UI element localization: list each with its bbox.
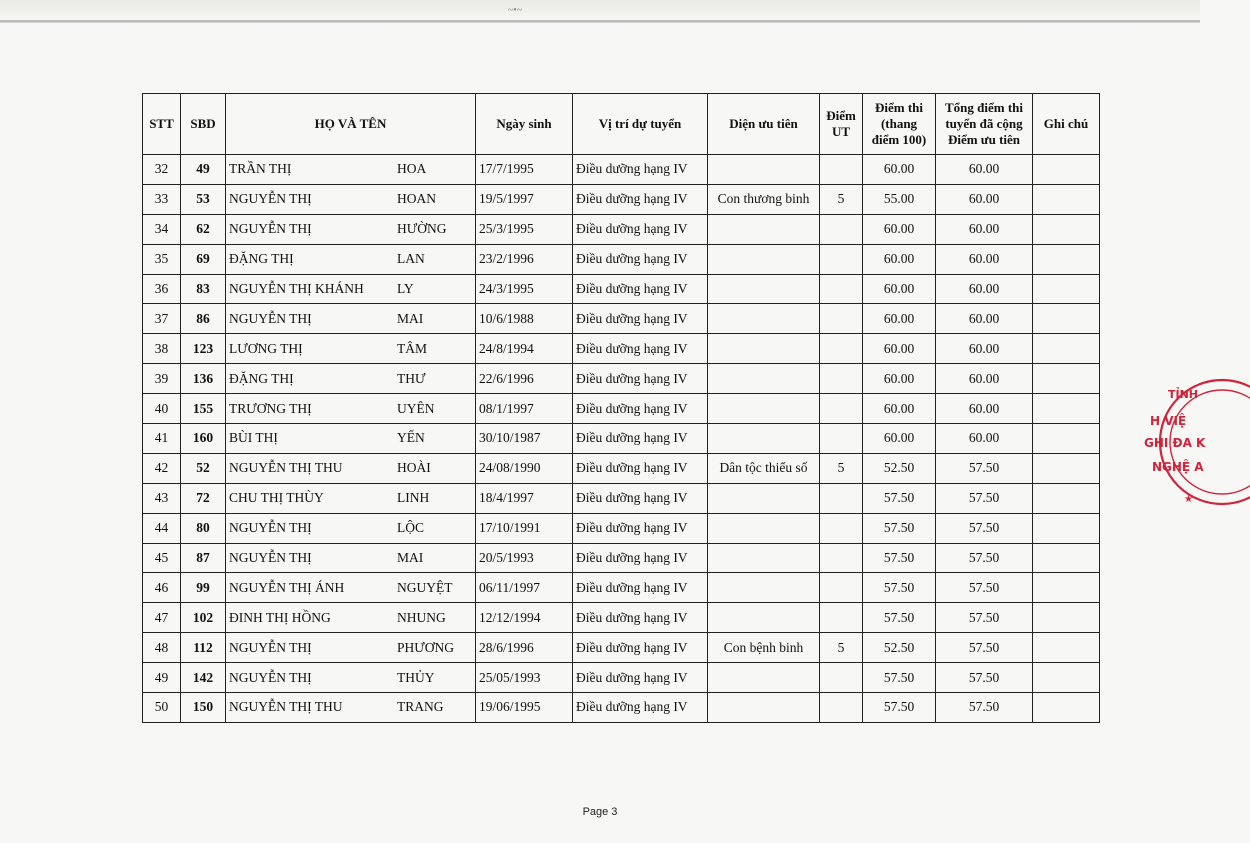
cell-given-name: NGUYỆT [397, 579, 453, 595]
cell-sbd: 86 [181, 304, 226, 334]
cell-stt: 40 [143, 394, 181, 424]
cell-ut [820, 513, 863, 543]
cell-surname: NGUYỄN THỊ [229, 310, 312, 326]
cell-total: 60.00 [936, 155, 1033, 185]
cell-name [226, 244, 476, 274]
cell-total: 60.00 [936, 364, 1033, 394]
header-position: Vị trí dự tuyển [573, 94, 708, 155]
cell-ut: 5 [820, 184, 863, 214]
scan-top-line [0, 20, 1200, 22]
cell-position: Điều dưỡng hạng IV [573, 364, 708, 394]
cell-score: 57.50 [863, 513, 936, 543]
cell-ut [820, 364, 863, 394]
cell-score: 57.50 [863, 693, 936, 723]
cell-note [1033, 424, 1100, 454]
cell-name [226, 513, 476, 543]
cell-surname: TRẦN THỊ [229, 161, 292, 177]
cell-given-name: HƯỜNG [397, 221, 447, 237]
cell-score: 52.50 [863, 633, 936, 663]
header-stt: STT [143, 94, 181, 155]
cell-given-name: HOÀI [397, 460, 431, 476]
cell-note [1033, 603, 1100, 633]
cell-total: 57.50 [936, 693, 1033, 723]
cell-surname: NGUYỄN THỊ KHÁNH [229, 281, 364, 296]
cell-name [226, 274, 476, 304]
table-row [143, 364, 1100, 394]
scan-artifact-mark: ~•~ [507, 5, 523, 16]
cell-stt: 50 [143, 693, 181, 723]
cell-position: Điều dưỡng hạng IV [573, 513, 708, 543]
cell-total: 60.00 [936, 184, 1033, 214]
cell-stt: 34 [143, 214, 181, 244]
cell-ut [820, 663, 863, 693]
cell-ut [820, 603, 863, 633]
cell-total: 57.50 [936, 543, 1033, 573]
cell-priority: Con bệnh binh [708, 633, 820, 663]
cell-given-name: MAI [397, 310, 424, 326]
table-header-row [143, 94, 1100, 155]
cell-given-name: PHƯƠNG [397, 639, 454, 655]
cell-dob: 25/05/1993 [476, 663, 573, 693]
cell-position: Điều dưỡng hạng IV [573, 603, 708, 633]
cell-name [226, 633, 476, 663]
cell-sbd: 83 [181, 274, 226, 304]
cell-note [1033, 184, 1100, 214]
cell-stt: 36 [143, 274, 181, 304]
table-body [143, 155, 1100, 723]
cell-name [226, 453, 476, 483]
cell-ut [820, 274, 863, 304]
cell-position: Điều dưỡng hạng IV [573, 244, 708, 274]
cell-surname: NGUYỄN THỊ [229, 669, 312, 685]
header-note: Ghi chú [1033, 94, 1100, 155]
cell-total: 57.50 [936, 633, 1033, 663]
cell-sbd: 87 [181, 543, 226, 573]
cell-surname: NGUYỄN THỊ [229, 221, 312, 237]
cell-position: Điều dưỡng hạng IV [573, 184, 708, 214]
cell-given-name: NHUNG [397, 609, 446, 625]
cell-surname: TRƯƠNG THỊ [229, 400, 312, 416]
table-row [143, 633, 1100, 663]
cell-stt: 41 [143, 424, 181, 454]
header-total-line2: tuyển đã cộng [945, 116, 1023, 131]
cell-stt: 45 [143, 543, 181, 573]
cell-name [226, 364, 476, 394]
cell-dob: 24/08/1990 [476, 453, 573, 483]
cell-total: 60.00 [936, 394, 1033, 424]
cell-position: Điều dưỡng hạng IV [573, 453, 708, 483]
cell-given-name: THƯ [397, 370, 426, 386]
table-row [143, 424, 1100, 454]
cell-sbd: 112 [181, 633, 226, 663]
cell-surname: CHU THỊ THÙY [229, 490, 324, 506]
cell-score: 60.00 [863, 274, 936, 304]
cell-sbd: 102 [181, 603, 226, 633]
cell-note [1033, 394, 1100, 424]
cell-position: Điều dưỡng hạng IV [573, 633, 708, 663]
cell-stt: 46 [143, 573, 181, 603]
header-score-line1: Điểm thi [874, 100, 924, 115]
cell-position: Điều dưỡng hạng IV [573, 274, 708, 304]
cell-priority [708, 394, 820, 424]
stamp-line3: GHI ĐA K [1144, 436, 1206, 450]
cell-total: 57.50 [936, 453, 1033, 483]
cell-surname: NGUYỄN THỊ ÁNH [229, 579, 345, 595]
cell-note [1033, 513, 1100, 543]
header-score-line2: (thang [880, 116, 918, 131]
cell-ut: 5 [820, 453, 863, 483]
header-score-line3: điểm 100) [871, 132, 927, 147]
cell-note [1033, 573, 1100, 603]
cell-total: 57.50 [936, 663, 1033, 693]
cell-dob: 28/6/1996 [476, 633, 573, 663]
cell-sbd: 136 [181, 364, 226, 394]
cell-position: Điều dưỡng hạng IV [573, 334, 708, 364]
cell-name [226, 184, 476, 214]
table-row [143, 394, 1100, 424]
stamp-line4: NGHỆ A [1152, 460, 1204, 474]
cell-dob: 23/2/1996 [476, 244, 573, 274]
cell-surname: NGUYỄN THỊ [229, 191, 312, 207]
cell-sbd: 142 [181, 663, 226, 693]
cell-ut [820, 543, 863, 573]
cell-ut [820, 334, 863, 364]
cell-name [226, 334, 476, 364]
cell-dob: 25/3/1995 [476, 214, 573, 244]
cell-stt: 42 [143, 453, 181, 483]
cell-stt: 48 [143, 633, 181, 663]
cell-total: 60.00 [936, 424, 1033, 454]
cell-priority [708, 543, 820, 573]
cell-total: 57.50 [936, 483, 1033, 513]
cell-name [226, 214, 476, 244]
table-row [143, 184, 1100, 214]
cell-dob: 10/6/1988 [476, 304, 573, 334]
header-ut [820, 94, 863, 155]
cell-surname: NGUYỄN THỊ [229, 520, 312, 536]
header-total-line3: Điểm ưu tiên [947, 132, 1021, 147]
cell-dob: 06/11/1997 [476, 573, 573, 603]
cell-sbd: 72 [181, 483, 226, 513]
cell-score: 52.50 [863, 453, 936, 483]
cell-name [226, 573, 476, 603]
cell-stt: 44 [143, 513, 181, 543]
cell-priority [708, 304, 820, 334]
cell-note [1033, 633, 1100, 663]
cell-ut [820, 394, 863, 424]
cell-score: 60.00 [863, 155, 936, 185]
cell-given-name: TRANG [397, 699, 444, 715]
cell-note [1033, 214, 1100, 244]
cell-position: Điều dưỡng hạng IV [573, 304, 708, 334]
cell-total: 60.00 [936, 244, 1033, 274]
cell-score: 57.50 [863, 483, 936, 513]
cell-given-name: YẾN [397, 430, 425, 446]
cell-note [1033, 663, 1100, 693]
cell-dob: 24/8/1994 [476, 334, 573, 364]
cell-given-name: TÂM [397, 340, 427, 356]
header-dob: Ngày sinh [476, 94, 573, 155]
cell-given-name: LINH [397, 490, 430, 506]
official-seal-stamp [1144, 372, 1250, 512]
cell-ut [820, 155, 863, 185]
cell-score: 57.50 [863, 603, 936, 633]
cell-sbd: 53 [181, 184, 226, 214]
header-score [863, 94, 936, 155]
cell-given-name: HOAN [397, 191, 436, 207]
cell-position: Điều dưỡng hạng IV [573, 424, 708, 454]
cell-name [226, 543, 476, 573]
header-priority: Diện ưu tiên [708, 94, 820, 155]
table-row [143, 155, 1100, 185]
cell-name [226, 424, 476, 454]
cell-ut [820, 424, 863, 454]
table-row [143, 543, 1100, 573]
cell-note [1033, 244, 1100, 274]
header-ut-line1: Điểm [826, 108, 856, 123]
cell-priority [708, 573, 820, 603]
cell-ut: 5 [820, 633, 863, 663]
cell-stt: 43 [143, 483, 181, 513]
stamp-line2: H VIỆ [1150, 414, 1187, 428]
cell-stt: 32 [143, 155, 181, 185]
cell-ut [820, 483, 863, 513]
cell-note [1033, 364, 1100, 394]
cell-sbd: 69 [181, 244, 226, 274]
cell-note [1033, 453, 1100, 483]
cell-surname: BÙI THỊ [229, 430, 278, 446]
cell-score: 57.50 [863, 663, 936, 693]
table-row [143, 304, 1100, 334]
cell-dob: 20/5/1993 [476, 543, 573, 573]
cell-dob: 12/12/1994 [476, 603, 573, 633]
cell-surname: ĐẶNG THỊ [229, 251, 294, 267]
cell-dob: 22/6/1996 [476, 364, 573, 394]
cell-stt: 47 [143, 603, 181, 633]
cell-position: Điều dưỡng hạng IV [573, 663, 708, 693]
cell-note [1033, 304, 1100, 334]
cell-score: 60.00 [863, 394, 936, 424]
cell-sbd: 123 [181, 334, 226, 364]
cell-given-name: LỘC [397, 520, 424, 536]
table-row [143, 603, 1100, 633]
cell-note [1033, 155, 1100, 185]
cell-score: 55.00 [863, 184, 936, 214]
cell-given-name: LAN [397, 251, 425, 267]
cell-sbd: 49 [181, 155, 226, 185]
table-row [143, 244, 1100, 274]
cell-priority [708, 274, 820, 304]
table-row [143, 513, 1100, 543]
cell-position: Điều dưỡng hạng IV [573, 394, 708, 424]
cell-name [226, 663, 476, 693]
cell-name [226, 155, 476, 185]
cell-stt: 37 [143, 304, 181, 334]
table-row [143, 663, 1100, 693]
cell-position: Điều dưỡng hạng IV [573, 214, 708, 244]
cell-surname: LƯƠNG THỊ [229, 340, 303, 356]
cell-note [1033, 334, 1100, 364]
cell-priority [708, 364, 820, 394]
cell-given-name: LY [397, 281, 414, 296]
cell-dob: 08/1/1997 [476, 394, 573, 424]
cell-note [1033, 693, 1100, 723]
cell-surname: NGUYỄN THỊ [229, 550, 312, 566]
cell-sbd: 99 [181, 573, 226, 603]
cell-total: 57.50 [936, 513, 1033, 543]
cell-position: Điều dưỡng hạng IV [573, 573, 708, 603]
stamp-line1: TỈNH [1168, 388, 1199, 401]
cell-sbd: 160 [181, 424, 226, 454]
cell-dob: 19/06/1995 [476, 693, 573, 723]
cell-name [226, 693, 476, 723]
page-number: Page 3 [582, 806, 618, 818]
table-row [143, 693, 1100, 723]
cell-stt: 39 [143, 364, 181, 394]
cell-name [226, 394, 476, 424]
cell-score: 57.50 [863, 543, 936, 573]
cell-given-name: UYÊN [397, 400, 435, 416]
cell-stt: 49 [143, 663, 181, 693]
cell-priority [708, 244, 820, 274]
cell-name [226, 304, 476, 334]
cell-dob: 17/7/1995 [476, 155, 573, 185]
cell-priority [708, 334, 820, 364]
header-ut-line2: UT [831, 124, 851, 139]
cell-surname: ĐẶNG THỊ [229, 370, 294, 386]
cell-note [1033, 483, 1100, 513]
cell-name [226, 483, 476, 513]
cell-ut [820, 244, 863, 274]
table-row [143, 334, 1100, 364]
cell-score: 60.00 [863, 334, 936, 364]
cell-score: 60.00 [863, 214, 936, 244]
cell-priority [708, 693, 820, 723]
cell-total: 60.00 [936, 214, 1033, 244]
table-row [143, 573, 1100, 603]
cell-priority: Con thương binh [708, 184, 820, 214]
cell-stt: 33 [143, 184, 181, 214]
cell-total: 60.00 [936, 274, 1033, 304]
cell-stt: 35 [143, 244, 181, 274]
cell-sbd: 155 [181, 394, 226, 424]
cell-priority [708, 513, 820, 543]
cell-position: Điều dưỡng hạng IV [573, 543, 708, 573]
cell-priority [708, 155, 820, 185]
cell-dob: 19/5/1997 [476, 184, 573, 214]
cell-score: 57.50 [863, 573, 936, 603]
cell-note [1033, 543, 1100, 573]
cell-priority [708, 603, 820, 633]
cell-priority [708, 214, 820, 244]
results-table [142, 93, 1100, 723]
cell-stt: 38 [143, 334, 181, 364]
cell-position: Điều dưỡng hạng IV [573, 693, 708, 723]
table-row [143, 214, 1100, 244]
cell-given-name: HOA [397, 161, 427, 177]
header-name: HỌ VÀ TÊN [226, 94, 476, 155]
cell-ut [820, 304, 863, 334]
cell-dob: 18/4/1997 [476, 483, 573, 513]
cell-sbd: 80 [181, 513, 226, 543]
cell-note [1033, 274, 1100, 304]
cell-total: 60.00 [936, 304, 1033, 334]
cell-dob: 30/10/1987 [476, 424, 573, 454]
cell-given-name: MAI [397, 550, 424, 566]
cell-score: 60.00 [863, 364, 936, 394]
cell-priority: Dân tộc thiểu số [708, 453, 820, 483]
cell-dob: 24/3/1995 [476, 274, 573, 304]
cell-ut [820, 573, 863, 603]
cell-priority [708, 424, 820, 454]
cell-priority [708, 663, 820, 693]
cell-sbd: 52 [181, 453, 226, 483]
cell-score: 60.00 [863, 304, 936, 334]
cell-position: Điều dưỡng hạng IV [573, 483, 708, 513]
cell-name [226, 603, 476, 633]
cell-total: 60.00 [936, 334, 1033, 364]
cell-dob: 17/10/1991 [476, 513, 573, 543]
table-row [143, 274, 1100, 304]
cell-ut [820, 214, 863, 244]
table-row [143, 453, 1100, 483]
table-row [143, 483, 1100, 513]
stamp-star-icon: ★ [1184, 494, 1193, 505]
header-sbd: SBD [181, 94, 226, 155]
header-total-line1: Tổng điểm thi [944, 100, 1023, 115]
cell-sbd: 62 [181, 214, 226, 244]
cell-score: 60.00 [863, 244, 936, 274]
header-total [936, 94, 1033, 155]
cell-ut [820, 693, 863, 723]
cell-surname: NGUYỄN THỊ THU [229, 699, 343, 715]
cell-score: 60.00 [863, 424, 936, 454]
cell-given-name: THỦY [397, 669, 435, 685]
cell-surname: ĐINH THỊ HỒNG [229, 609, 331, 625]
cell-surname: NGUYỄN THỊ THU [229, 460, 343, 476]
cell-position: Điều dưỡng hạng IV [573, 155, 708, 185]
cell-sbd: 150 [181, 693, 226, 723]
cell-total: 57.50 [936, 603, 1033, 633]
cell-total: 57.50 [936, 573, 1033, 603]
cell-surname: NGUYỄN THỊ [229, 639, 312, 655]
cell-priority [708, 483, 820, 513]
